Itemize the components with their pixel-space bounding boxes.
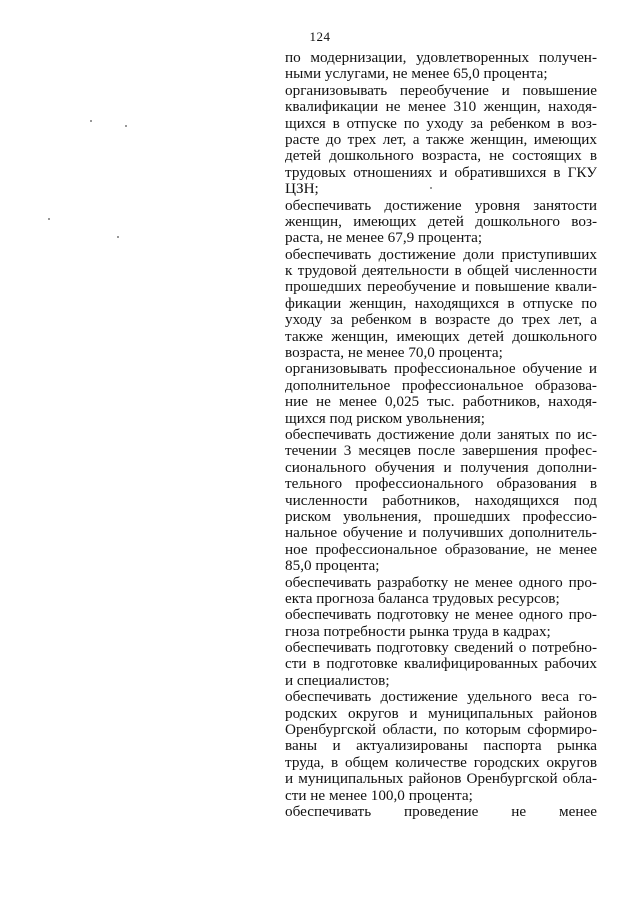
text-line: расте до трех лет, а также женщин, имеющих [285, 130, 597, 148]
text-line: трудовых отношениях и обратившихся в ГКУ [285, 163, 597, 181]
text-line: нальное обучение и получивших дополнитель- [285, 524, 597, 542]
scan-speck [48, 218, 50, 220]
text-line: родских округов и муниципальных районов [285, 704, 597, 722]
text-line: обеспечивать подготовку сведений о потребно- [285, 639, 597, 657]
text-line: дополнительное профессиональное образова- [285, 376, 597, 394]
text-line: обеспечивать разработку не менее одного про- [285, 573, 597, 591]
text-line: ными услугами, не менее 65,0 процента; [285, 65, 548, 83]
text-line: обеспечивать проведение не менее [285, 802, 597, 820]
text-line: течении 3 месяцев после завершения профес- [285, 442, 597, 460]
text-line: обеспечивать достижение удельного веса го- [285, 688, 597, 706]
paragraph [285, 198, 597, 247]
text-line: труда, в общем количестве городских округов [285, 753, 597, 771]
text-line: уходу за ребенком в возрасте до трех лет, а [285, 311, 597, 329]
text-line: и специалистов; [285, 671, 390, 689]
text-line: щихся под риском увольнения; [285, 409, 485, 427]
text-line: сти не менее 100,0 процента; [285, 786, 473, 804]
text-line: квалификации не менее 310 женщин, находя- [285, 98, 597, 116]
text-line: возраста, не менее 70,0 процента; [285, 344, 503, 362]
text-line: ние не менее 0,025 тыс. работников, находя- [285, 393, 597, 411]
text-line: риском увольнения, прошедших профессио- [285, 507, 597, 525]
text-line: к трудовой деятельности в общей численности [285, 262, 597, 280]
text-line: организовывать профессиональное обучение и [285, 360, 597, 378]
text-line: ваны и актуализированы паспорта рынка [285, 737, 597, 755]
text-line: прошедших переобучение и повышение квали- [285, 278, 597, 296]
text-line: детей дошкольного возраста, не состоящих в [285, 147, 597, 165]
text-line: фикации женщин, находящихся в отпуске по [285, 294, 597, 312]
text-line: раста, не менее 67,9 процента; [285, 229, 483, 247]
paragraph [285, 247, 597, 362]
text-line: щихся в отпуске по уходу за ребенком в воз- [285, 114, 597, 132]
text-line: гноза потребности рынка труда в кадрах; [285, 622, 551, 640]
text-line: численности работников, находящихся под [285, 491, 597, 509]
text-line: 85,0 процента; [285, 557, 380, 575]
scan-speck [117, 236, 119, 238]
text-line: также женщин, имеющих детей дошкольного [285, 327, 597, 345]
text-line: сионального обучения и получения дополни- [285, 458, 597, 476]
paragraph [285, 427, 597, 575]
text-line: организовывать переобучение и повышение [285, 81, 597, 99]
text-line: Оренбургской области, по которым сформиро- [285, 721, 597, 739]
text-line: ЦЗН; [285, 180, 319, 198]
paragraph [285, 361, 597, 427]
scan-speck [125, 125, 127, 127]
paragraph [285, 640, 597, 689]
scan-speck [90, 120, 92, 122]
text-line: обеспечивать подготовку не менее одного про- [285, 606, 597, 624]
paragraph [285, 50, 597, 83]
text-line: обеспечивать достижение доли занятых по ис- [285, 425, 597, 443]
paragraph [285, 689, 597, 804]
text-line: тельного профессионального образования в [285, 475, 597, 493]
paragraph [285, 804, 597, 820]
page-number: 124 [309, 29, 331, 44]
paragraph [285, 83, 597, 198]
text-line: и муниципальных районов Оренбургской обла- [285, 770, 597, 788]
paragraph [285, 607, 597, 640]
text-line: екта прогноза баланса трудовых ресурсов; [285, 589, 560, 607]
body-text-column [285, 50, 597, 820]
paragraph [285, 575, 597, 608]
text-line: обеспечивать достижение доли приступивших [285, 245, 597, 263]
text-line: женщин, имеющих детей дошкольного воз- [285, 212, 597, 230]
text-line: обеспечивать достижение уровня занятости [285, 196, 597, 214]
text-line: сти в подготовке квалифицированных рабочих [285, 655, 597, 673]
text-line: по модернизации, удовлетворенных получен- [285, 49, 597, 66]
text-line: ное профессиональное образование, не менее [285, 540, 597, 558]
